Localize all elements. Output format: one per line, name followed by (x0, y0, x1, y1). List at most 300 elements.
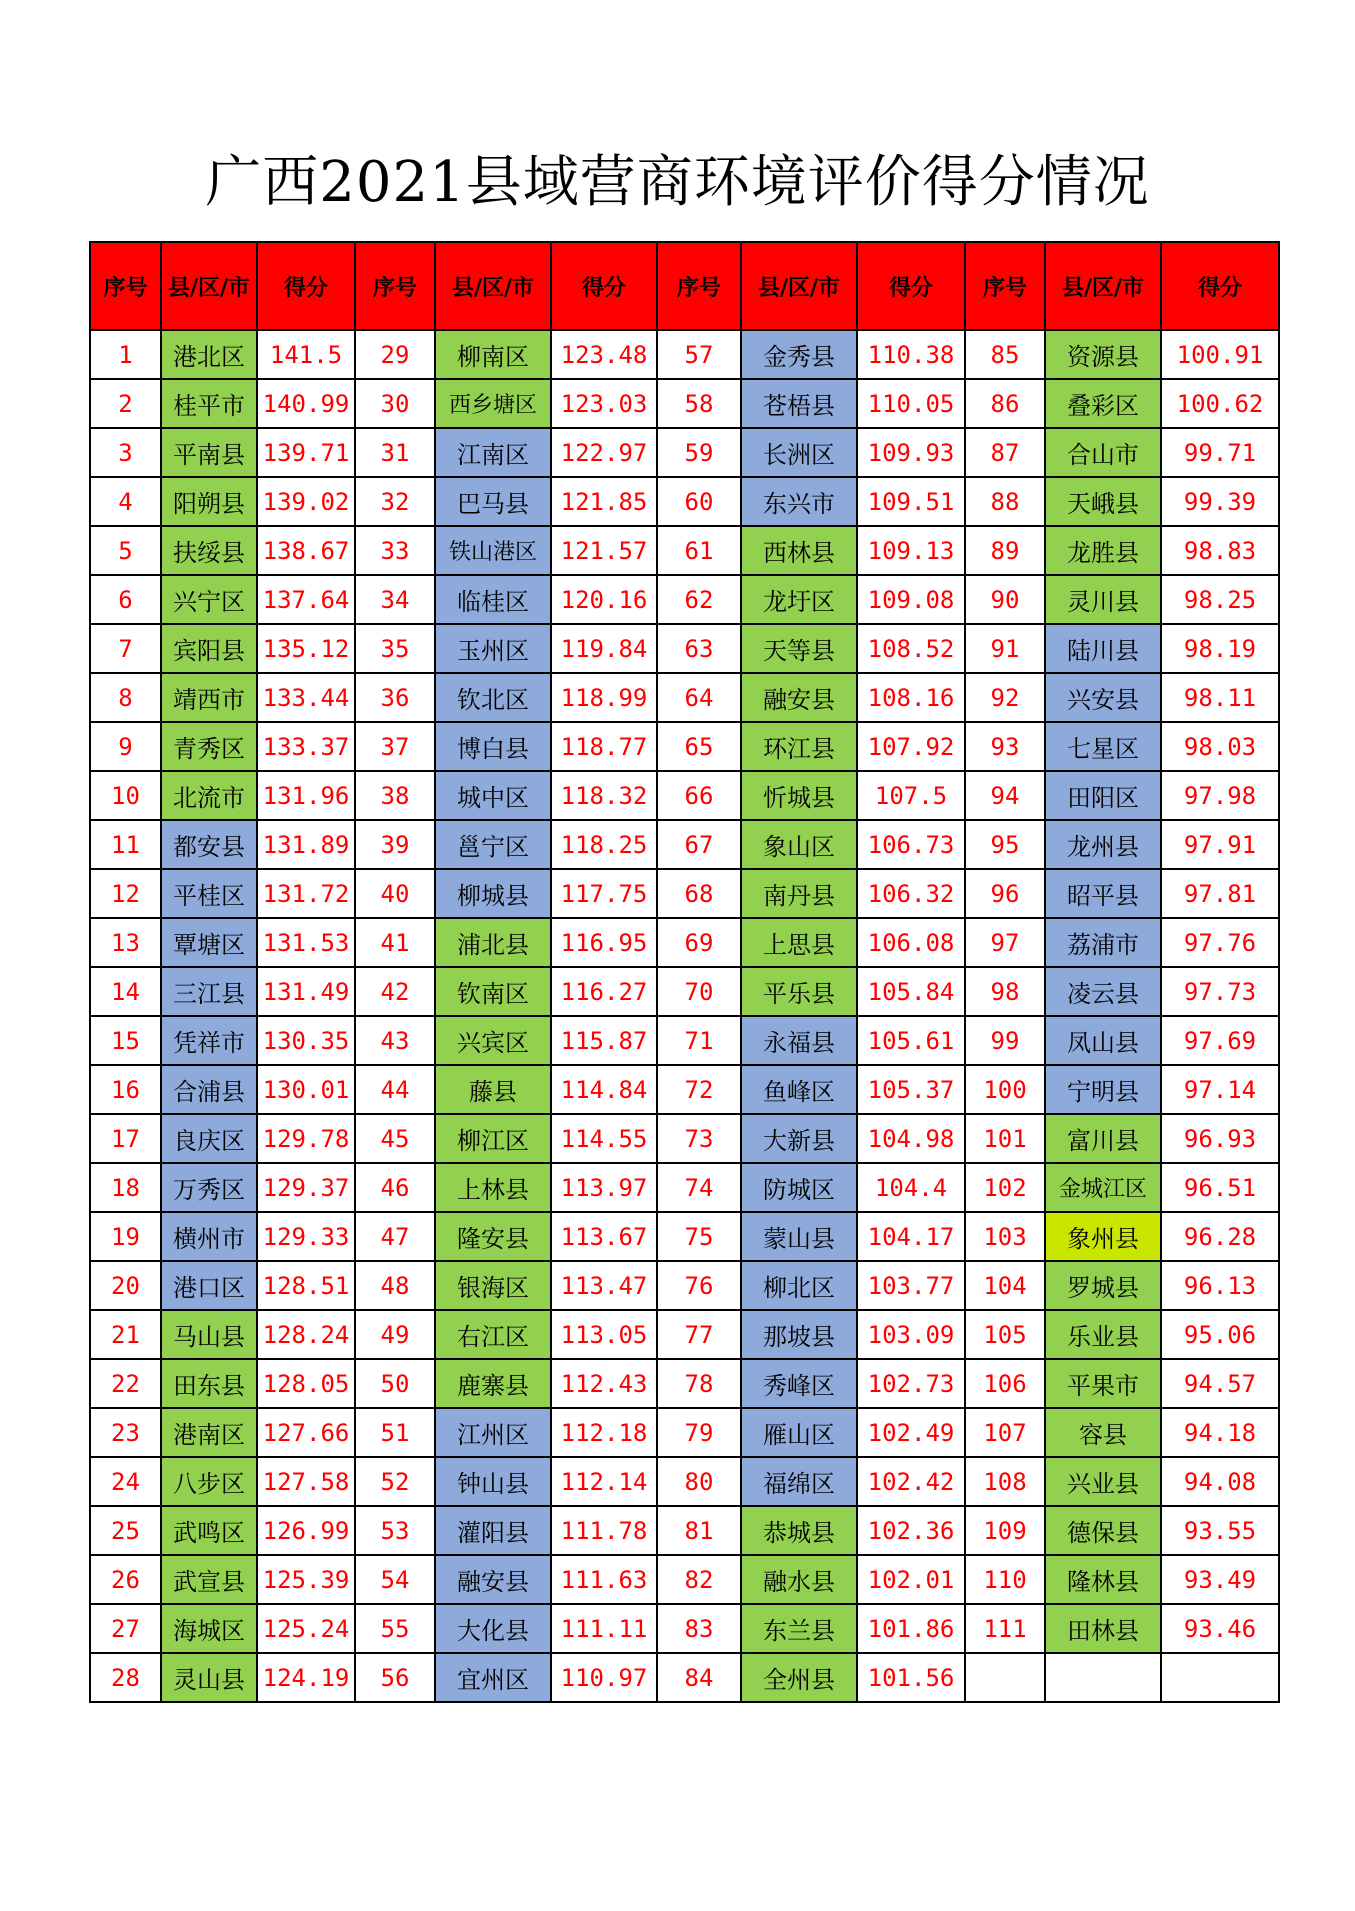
county-cell: 灌阳县 (435, 1506, 551, 1555)
rank-cell: 99 (965, 1016, 1045, 1065)
rank-cell: 72 (657, 1065, 741, 1114)
county-cell (1045, 1653, 1161, 1702)
page-title: 广西2021县域营商环境评价得分情况 (205, 150, 1150, 215)
score-cell: 104.98 (857, 1114, 965, 1163)
rank-cell: 90 (965, 575, 1045, 624)
rank-cell: 21 (90, 1310, 161, 1359)
county-cell: 隆安县 (435, 1212, 551, 1261)
rank-cell: 93 (965, 722, 1045, 771)
rank-cell: 91 (965, 624, 1045, 673)
county-cell: 金城江区 (1045, 1163, 1161, 1212)
rank-cell: 68 (657, 869, 741, 918)
rank-cell: 56 (355, 1653, 435, 1702)
score-cell: 113.47 (551, 1261, 657, 1310)
score-cell: 104.4 (857, 1163, 965, 1212)
rank-cell: 16 (90, 1065, 161, 1114)
score-cell: 111.11 (551, 1604, 657, 1653)
rank-cell: 102 (965, 1163, 1045, 1212)
score-cell: 101.86 (857, 1604, 965, 1653)
score-cell: 130.01 (257, 1065, 355, 1114)
score-cell: 107.5 (857, 771, 965, 820)
score-cell: 109.13 (857, 526, 965, 575)
county-cell: 永福县 (741, 1016, 857, 1065)
rank-cell: 74 (657, 1163, 741, 1212)
score-cell: 118.25 (551, 820, 657, 869)
rank-cell: 80 (657, 1457, 741, 1506)
county-cell: 邕宁区 (435, 820, 551, 869)
score-cell: 121.85 (551, 477, 657, 526)
county-cell: 横州市 (161, 1212, 257, 1261)
score-cell: 139.71 (257, 428, 355, 477)
rank-cell: 62 (657, 575, 741, 624)
county-cell: 天峨县 (1045, 477, 1161, 526)
rank-cell: 24 (90, 1457, 161, 1506)
rank-cell: 89 (965, 526, 1045, 575)
score-cell: 127.66 (257, 1408, 355, 1457)
score-cell: 131.49 (257, 967, 355, 1016)
score-cell: 118.77 (551, 722, 657, 771)
rank-cell: 97 (965, 918, 1045, 967)
score-cell: 94.08 (1161, 1457, 1279, 1506)
table-row (90, 1408, 1279, 1457)
rank-cell: 111 (965, 1604, 1045, 1653)
county-cell: 田阳区 (1045, 771, 1161, 820)
rank-cell: 29 (355, 330, 435, 379)
county-cell: 兴业县 (1045, 1457, 1161, 1506)
county-cell: 天等县 (741, 624, 857, 673)
score-cell: 97.91 (1161, 820, 1279, 869)
county-cell: 象山区 (741, 820, 857, 869)
score-cell: 93.49 (1161, 1555, 1279, 1604)
county-cell: 福绵区 (741, 1457, 857, 1506)
score-cell: 109.08 (857, 575, 965, 624)
county-cell: 覃塘区 (161, 918, 257, 967)
rank-cell: 4 (90, 477, 161, 526)
county-cell: 防城区 (741, 1163, 857, 1212)
table-row (90, 1506, 1279, 1555)
county-cell: 都安县 (161, 820, 257, 869)
county-cell: 宾阳县 (161, 624, 257, 673)
rank-cell: 5 (90, 526, 161, 575)
score-cell: 97.81 (1161, 869, 1279, 918)
score-cell: 94.18 (1161, 1408, 1279, 1457)
rank-cell: 18 (90, 1163, 161, 1212)
score-cell: 96.93 (1161, 1114, 1279, 1163)
table-row (90, 918, 1279, 967)
county-cell: 钟山县 (435, 1457, 551, 1506)
rank-cell: 3 (90, 428, 161, 477)
header-row (90, 242, 1279, 330)
rank-cell: 10 (90, 771, 161, 820)
county-cell: 武宣县 (161, 1555, 257, 1604)
rank-cell: 1 (90, 330, 161, 379)
county-cell: 巴马县 (435, 477, 551, 526)
county-cell: 临桂区 (435, 575, 551, 624)
score-cell: 98.19 (1161, 624, 1279, 673)
rank-cell: 57 (657, 330, 741, 379)
county-cell: 大化县 (435, 1604, 551, 1653)
county-cell: 苍梧县 (741, 379, 857, 428)
rank-cell: 65 (657, 722, 741, 771)
score-cell: 97.98 (1161, 771, 1279, 820)
score-cell: 129.78 (257, 1114, 355, 1163)
county-cell: 兴宁区 (161, 575, 257, 624)
county-cell: 柳南区 (435, 330, 551, 379)
score-cell: 97.73 (1161, 967, 1279, 1016)
rank-cell: 41 (355, 918, 435, 967)
rank-cell: 27 (90, 1604, 161, 1653)
score-cell: 113.97 (551, 1163, 657, 1212)
score-cell: 116.95 (551, 918, 657, 967)
county-cell: 桂平市 (161, 379, 257, 428)
table-row (90, 1212, 1279, 1261)
score-cell (1161, 1653, 1279, 1702)
county-cell: 港口区 (161, 1261, 257, 1310)
score-cell: 108.16 (857, 673, 965, 722)
score-cell: 131.53 (257, 918, 355, 967)
score-cell: 93.55 (1161, 1506, 1279, 1555)
score-cell: 138.67 (257, 526, 355, 575)
rank-cell: 54 (355, 1555, 435, 1604)
table-row (90, 820, 1279, 869)
score-cell: 110.38 (857, 330, 965, 379)
county-cell: 江南区 (435, 428, 551, 477)
score-cell: 110.97 (551, 1653, 657, 1702)
rank-cell: 17 (90, 1114, 161, 1163)
score-cell: 95.06 (1161, 1310, 1279, 1359)
score-cell: 99.71 (1161, 428, 1279, 477)
table-row (90, 575, 1279, 624)
score-cell: 125.39 (257, 1555, 355, 1604)
table-row (90, 1163, 1279, 1212)
rank-cell: 79 (657, 1408, 741, 1457)
rank-cell: 35 (355, 624, 435, 673)
score-cell: 135.12 (257, 624, 355, 673)
county-cell: 合山市 (1045, 428, 1161, 477)
rank-cell: 38 (355, 771, 435, 820)
rank-cell: 81 (657, 1506, 741, 1555)
score-cell: 97.14 (1161, 1065, 1279, 1114)
rank-cell: 20 (90, 1261, 161, 1310)
rank-cell: 95 (965, 820, 1045, 869)
score-cell: 111.63 (551, 1555, 657, 1604)
score-cell: 115.87 (551, 1016, 657, 1065)
county-cell: 博白县 (435, 722, 551, 771)
rank-cell: 78 (657, 1359, 741, 1408)
rank-cell: 36 (355, 673, 435, 722)
county-cell: 江州区 (435, 1408, 551, 1457)
rank-cell: 34 (355, 575, 435, 624)
county-cell: 柳北区 (741, 1261, 857, 1310)
score-cell: 120.16 (551, 575, 657, 624)
table-row (90, 771, 1279, 820)
table-row (90, 722, 1279, 771)
county-cell: 藤县 (435, 1065, 551, 1114)
score-cell: 100.62 (1161, 379, 1279, 428)
table-row (90, 330, 1279, 379)
score-cell: 118.99 (551, 673, 657, 722)
rank-cell: 106 (965, 1359, 1045, 1408)
score-cell: 133.37 (257, 722, 355, 771)
score-cell: 99.39 (1161, 477, 1279, 526)
score-cell: 97.76 (1161, 918, 1279, 967)
score-cell: 102.42 (857, 1457, 965, 1506)
score-cell: 127.58 (257, 1457, 355, 1506)
county-cell: 青秀区 (161, 722, 257, 771)
table-row (90, 1653, 1279, 1702)
header-county: 县/区/市 (1045, 242, 1161, 330)
county-cell: 良庆区 (161, 1114, 257, 1163)
county-cell: 陆川县 (1045, 624, 1161, 673)
rank-cell: 61 (657, 526, 741, 575)
table-row (90, 1359, 1279, 1408)
table-row (90, 1555, 1279, 1604)
rank-cell: 12 (90, 869, 161, 918)
county-cell: 融安县 (741, 673, 857, 722)
rank-cell: 47 (355, 1212, 435, 1261)
county-cell: 七星区 (1045, 722, 1161, 771)
rank-cell: 98 (965, 967, 1045, 1016)
county-cell: 融水县 (741, 1555, 857, 1604)
rank-cell: 13 (90, 918, 161, 967)
county-cell: 凭祥市 (161, 1016, 257, 1065)
score-cell: 140.99 (257, 379, 355, 428)
county-cell: 西乡塘区 (435, 379, 551, 428)
table-row (90, 526, 1279, 575)
header-score: 得分 (257, 242, 355, 330)
county-cell: 铁山港区 (435, 526, 551, 575)
county-cell: 海城区 (161, 1604, 257, 1653)
rank-cell: 110 (965, 1555, 1045, 1604)
table-row (90, 379, 1279, 428)
rank-cell: 101 (965, 1114, 1045, 1163)
rank-cell: 75 (657, 1212, 741, 1261)
table-row (90, 1114, 1279, 1163)
county-cell: 象州县 (1045, 1212, 1161, 1261)
score-cell: 96.13 (1161, 1261, 1279, 1310)
score-cell: 128.05 (257, 1359, 355, 1408)
score-cell: 103.09 (857, 1310, 965, 1359)
rank-cell: 22 (90, 1359, 161, 1408)
rank-cell: 76 (657, 1261, 741, 1310)
county-cell: 长洲区 (741, 428, 857, 477)
score-cell: 131.96 (257, 771, 355, 820)
rank-cell: 70 (657, 967, 741, 1016)
score-cell: 105.84 (857, 967, 965, 1016)
county-cell: 平南县 (161, 428, 257, 477)
score-cell: 94.57 (1161, 1359, 1279, 1408)
table-row (90, 1310, 1279, 1359)
rank-cell: 85 (965, 330, 1045, 379)
rank-cell: 108 (965, 1457, 1045, 1506)
header-rank: 序号 (355, 242, 435, 330)
county-cell: 柳城县 (435, 869, 551, 918)
header-rank: 序号 (965, 242, 1045, 330)
county-cell: 容县 (1045, 1408, 1161, 1457)
table-row (90, 1604, 1279, 1653)
score-cell: 109.51 (857, 477, 965, 526)
rank-cell: 66 (657, 771, 741, 820)
rank-cell: 67 (657, 820, 741, 869)
county-cell: 银海区 (435, 1261, 551, 1310)
rank-cell: 94 (965, 771, 1045, 820)
county-cell: 资源县 (1045, 330, 1161, 379)
header-score: 得分 (1161, 242, 1279, 330)
county-cell: 凤山县 (1045, 1016, 1161, 1065)
table-row (90, 967, 1279, 1016)
rank-cell: 39 (355, 820, 435, 869)
score-cell: 119.84 (551, 624, 657, 673)
score-cell: 123.03 (551, 379, 657, 428)
table-row (90, 869, 1279, 918)
county-cell: 宁明县 (1045, 1065, 1161, 1114)
county-cell: 上思县 (741, 918, 857, 967)
score-cell: 106.32 (857, 869, 965, 918)
score-cell: 116.27 (551, 967, 657, 1016)
county-cell: 富川县 (1045, 1114, 1161, 1163)
rank-cell: 77 (657, 1310, 741, 1359)
rank-cell: 83 (657, 1604, 741, 1653)
county-cell: 钦南区 (435, 967, 551, 1016)
county-cell: 恭城县 (741, 1506, 857, 1555)
county-cell: 蒙山县 (741, 1212, 857, 1261)
rank-cell: 103 (965, 1212, 1045, 1261)
rank-cell: 71 (657, 1016, 741, 1065)
county-cell: 灵山县 (161, 1653, 257, 1702)
rank-cell: 37 (355, 722, 435, 771)
score-cell: 98.11 (1161, 673, 1279, 722)
county-cell: 平乐县 (741, 967, 857, 1016)
table-row (90, 1016, 1279, 1065)
county-cell: 昭平县 (1045, 869, 1161, 918)
score-cell: 114.55 (551, 1114, 657, 1163)
rank-cell: 73 (657, 1114, 741, 1163)
score-cell: 96.51 (1161, 1163, 1279, 1212)
score-cell: 106.08 (857, 918, 965, 967)
county-cell: 钦北区 (435, 673, 551, 722)
county-cell: 平果市 (1045, 1359, 1161, 1408)
rank-cell: 69 (657, 918, 741, 967)
county-cell: 叠彩区 (1045, 379, 1161, 428)
rank-cell: 104 (965, 1261, 1045, 1310)
score-cell: 133.44 (257, 673, 355, 722)
score-cell: 109.93 (857, 428, 965, 477)
header-score: 得分 (857, 242, 965, 330)
rank-cell: 45 (355, 1114, 435, 1163)
rank-cell: 49 (355, 1310, 435, 1359)
county-cell: 乐业县 (1045, 1310, 1161, 1359)
rank-cell: 19 (90, 1212, 161, 1261)
county-cell: 右江区 (435, 1310, 551, 1359)
score-cell: 113.67 (551, 1212, 657, 1261)
score-cell: 128.24 (257, 1310, 355, 1359)
rank-cell: 86 (965, 379, 1045, 428)
score-cell: 96.28 (1161, 1212, 1279, 1261)
rank-cell: 51 (355, 1408, 435, 1457)
score-cell: 100.91 (1161, 330, 1279, 379)
score-cell: 117.75 (551, 869, 657, 918)
rank-cell: 2 (90, 379, 161, 428)
rank-cell: 14 (90, 967, 161, 1016)
score-cell: 110.05 (857, 379, 965, 428)
score-cell: 126.99 (257, 1506, 355, 1555)
rank-cell: 58 (657, 379, 741, 428)
rank-cell: 31 (355, 428, 435, 477)
rank-cell: 33 (355, 526, 435, 575)
county-cell: 龙州县 (1045, 820, 1161, 869)
score-cell: 106.73 (857, 820, 965, 869)
score-cell: 112.14 (551, 1457, 657, 1506)
rank-cell: 60 (657, 477, 741, 526)
rank-cell: 25 (90, 1506, 161, 1555)
table-row (90, 1261, 1279, 1310)
score-cell: 129.33 (257, 1212, 355, 1261)
rank-cell: 84 (657, 1653, 741, 1702)
county-cell: 玉州区 (435, 624, 551, 673)
county-cell: 马山县 (161, 1310, 257, 1359)
rank-cell: 48 (355, 1261, 435, 1310)
county-cell: 东兴市 (741, 477, 857, 526)
county-cell: 三江县 (161, 967, 257, 1016)
score-cell: 111.78 (551, 1506, 657, 1555)
score-cell: 123.48 (551, 330, 657, 379)
county-cell: 柳江区 (435, 1114, 551, 1163)
rank-cell: 42 (355, 967, 435, 1016)
score-cell: 125.24 (257, 1604, 355, 1653)
county-cell: 鹿寨县 (435, 1359, 551, 1408)
county-cell: 宜州区 (435, 1653, 551, 1702)
score-cell: 101.56 (857, 1653, 965, 1702)
header-county: 县/区/市 (741, 242, 857, 330)
rank-cell: 109 (965, 1506, 1045, 1555)
county-cell: 港北区 (161, 330, 257, 379)
score-cell: 105.61 (857, 1016, 965, 1065)
table-row (90, 1457, 1279, 1506)
county-cell: 南丹县 (741, 869, 857, 918)
county-cell: 德保县 (1045, 1506, 1161, 1555)
county-cell: 万秀区 (161, 1163, 257, 1212)
rank-cell: 43 (355, 1016, 435, 1065)
county-cell: 平桂区 (161, 869, 257, 918)
score-cell: 141.5 (257, 330, 355, 379)
county-cell: 全州县 (741, 1653, 857, 1702)
county-cell: 兴安县 (1045, 673, 1161, 722)
county-cell: 浦北县 (435, 918, 551, 967)
county-cell: 田东县 (161, 1359, 257, 1408)
county-cell: 罗城县 (1045, 1261, 1161, 1310)
county-cell: 鱼峰区 (741, 1065, 857, 1114)
score-cell: 131.89 (257, 820, 355, 869)
rank-cell: 88 (965, 477, 1045, 526)
county-cell: 上林县 (435, 1163, 551, 1212)
table-body (90, 330, 1279, 1702)
county-cell: 八步区 (161, 1457, 257, 1506)
score-cell: 98.83 (1161, 526, 1279, 575)
rank-cell: 50 (355, 1359, 435, 1408)
score-cell: 112.43 (551, 1359, 657, 1408)
score-cell: 139.02 (257, 477, 355, 526)
rank-cell: 7 (90, 624, 161, 673)
score-cell: 130.35 (257, 1016, 355, 1065)
score-cell: 98.03 (1161, 722, 1279, 771)
score-cell: 93.46 (1161, 1604, 1279, 1653)
score-cell: 97.69 (1161, 1016, 1279, 1065)
rank-cell: 96 (965, 869, 1045, 918)
rank-cell: 26 (90, 1555, 161, 1604)
header-county: 县/区/市 (161, 242, 257, 330)
score-cell: 107.92 (857, 722, 965, 771)
score-cell: 137.64 (257, 575, 355, 624)
